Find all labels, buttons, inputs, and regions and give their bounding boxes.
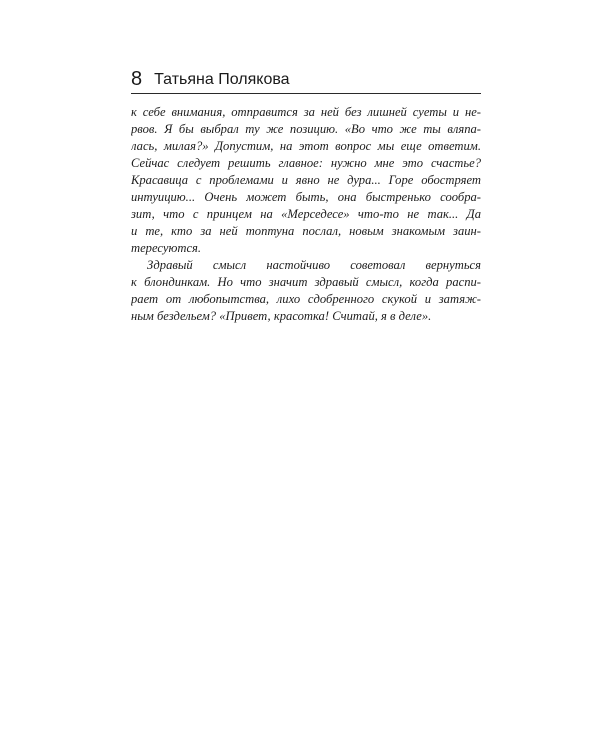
text-line: интуицию... Очень может быть, она быстренько сообра- [131,190,481,204]
text-line: Красавица с проблемами и явно не дура... Горе обостряет [131,173,481,187]
text-line: лась, милая?» Допустим, на этот вопрос мы еще ответим. [131,139,481,153]
text-line: зит, что с принцем на «Мерседесе» что-то не так... Да [131,207,481,221]
author-name: Татьяна Полякова [154,71,290,88]
text-line: к себе внимания, отправится за ней без лишней суеты и не- [131,105,481,119]
text-line: к блондинкам. Но что значит здравый смысл, когда распи- [131,275,481,289]
text-line: тересуются. [131,241,202,255]
header-divider [131,93,481,94]
text-line: рвов. Я бы выбрал ту же позицию. «Во что же ты вляпа- [131,122,481,136]
paragraph-start-line: Здравый смысл настойчиво советовал вернуться [147,258,481,272]
text-line: ным бездельем? «Привет, красотка! Считай, я в деле». [131,309,432,323]
body-text [131,104,481,325]
text-line: Сейчас следует решить главное: нужно мне это счастье? [131,156,481,170]
running-header [131,63,481,89]
text-line: рает от любопытства, лихо сдобренного скукой и затяж- [131,292,481,306]
text-line: и те, кто за ней топтуна послал, новым знакомым заин- [131,224,481,238]
page-number: 8 [131,68,143,90]
